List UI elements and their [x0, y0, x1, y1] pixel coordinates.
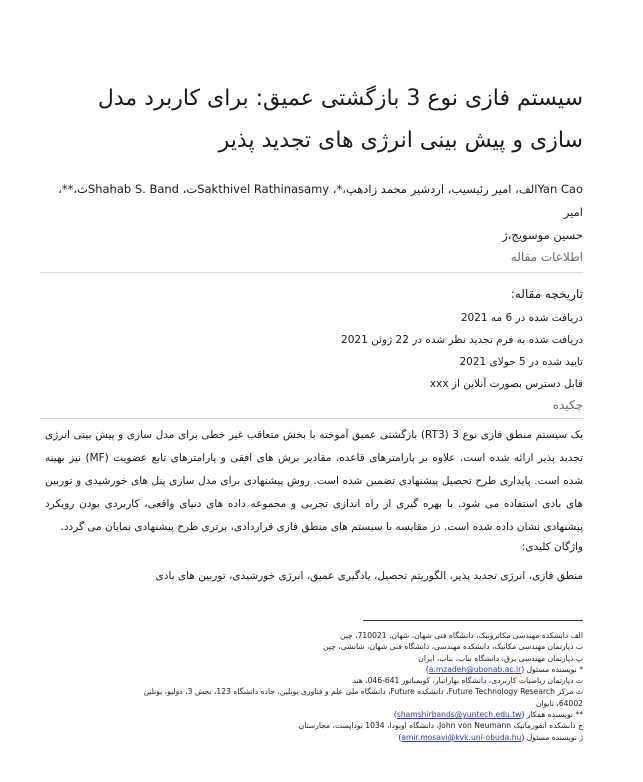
footnote-rule	[363, 620, 583, 621]
authors-line-2: حسین موسویج،ژ	[502, 228, 583, 242]
article-info-divider	[40, 272, 583, 273]
keywords-text: منطق فازی، انرژی تجدید پذیر، الگوریتم تحصیل، یادگیری عمیق، انرژی خورشیدی، توربین های بادی	[155, 570, 583, 582]
abstract-text: یک سیستم منطق فازی نوع 3 (RT3) بازگشتی عمیق آموخته با بخش متعاقب غیر خطی برای مدل سازی و پیش بینی انرژی تجدید پذیر ارائه شده است. علاوه بر پارامترهای قاعده، مقادیر برش های افقی و پارامترهای تابع عضویت (MF) نیز بهینه شده است. پایداری طرح تحصیل پیشنهادی تضمین شده است. روش پیشنهادی برای مدل سازی پنل های خورشیدی و توربین های بادی استفاده می شود. با بهره گیری از راه اندازی تجربی و مجموعه داده های دنیای واقعی، کاربردی بودن رویکرد پیشنهادی نشان داده شده است. در مقایسه با سیستم های منطق فازی قراردادی، برتری طرح پیشنهادی نمایان می گردد.	[45, 429, 584, 533]
email-link-shamshirband[interactable]: shamshirbands@yuntech.edu.tw	[396, 710, 522, 720]
email-link-mosavi[interactable]: amir.mosavi@kvk.uni-obuda.hu	[401, 732, 522, 742]
footnote-affiliation-a: الف دانشکده مهندسی مکاترونیک، دانشگاه فنی شهان، شهان، 710021، چین	[339, 631, 583, 640]
corresponding-label-3: ژ نویسنده مسئول	[526, 732, 583, 742]
history-heading: تاریخچه مقاله:	[510, 287, 583, 301]
history-revised: دریافت شده به فرم تجدید نظر شده در 22 ژوئن 2021	[341, 334, 583, 346]
footnote-affiliation-b: ب دپارتمان مهندسی مکانیک، دانشکده مهندسی، دانشگاه فنی شهان، شانشی، چین	[323, 642, 583, 652]
keywords-label: واژگان کلیدی:	[521, 541, 583, 553]
abstract-label: چکیده	[552, 398, 583, 412]
footnote-corresponding-2: ** نویسنده همکار (shamshirbands@yuntech.edu.tw)	[393, 710, 583, 720]
footnote-affiliation-e-cont: 64002، تایوان	[535, 698, 583, 708]
article-history	[40, 287, 583, 395]
footnote-corresponding-3: ژ نویسنده مسئول (amir.mosavi@kvk.uni-obuda.hu)	[398, 732, 583, 742]
history-accepted: تایید شده در 5 جولای 2021	[459, 356, 583, 368]
history-received: دریافت شده در 6 مه 2021	[460, 312, 583, 324]
title-line-1: سیستم فازی نوع 3 بازگشتی عمیق: برای کاربرد مدل	[97, 86, 583, 111]
footnote-affiliation-d: ت دپارتمان ریاضیات کاربردی، دانشگاه بهاراتیار، کویمباتور 641-046، هند	[352, 676, 583, 686]
paper-title	[40, 78, 583, 162]
history-online: قابل دسترس بصورت آنلاین از xxx	[429, 378, 583, 390]
footnote-affiliation-c: پ دپارتمان مهندسی برق، دانشگاه بناب، بناب، ایران	[418, 653, 583, 663]
footnote-affiliation-f: ج دانشکده انفورماتیک John von Neumann، دانشگاه اوبودا، 1034 بوداپست، مجارستان	[298, 721, 583, 731]
article-info-label: اطلاعات مقاله	[510, 250, 583, 264]
footnote-corresponding-1: * نویسنده مسئول (a.mzadeh@ubonab.ac.ir)	[425, 664, 583, 674]
authors-line-1: Yan Caoالف، امیر رئیسیب، اردشیر محمد زادهپ،*، Sakthivel Rathinasamyت، Shahab S. Bandث،**، امیر	[58, 182, 583, 219]
corresponding-label-2: ** نویسنده همکار	[526, 710, 583, 720]
email-link-mzadeh[interactable]: a.mzadeh@ubonab.ac.ir	[428, 664, 522, 674]
title-line-2: سازی و پیش بینی انرژی های تجدید پذیر	[218, 128, 583, 153]
corresponding-label-1: * نویسنده مسئول	[526, 664, 583, 674]
footnote-affiliation-e: ث مرکز Future Technology Research، دانشکده Future، دانشگاه ملی علم و فناوری یونلین، جاده دانشگاه 123، بخش 3، دولیو، یونلین	[143, 687, 583, 697]
footnotes	[40, 630, 583, 743]
author-list	[40, 178, 583, 247]
abstract-divider	[40, 418, 583, 419]
